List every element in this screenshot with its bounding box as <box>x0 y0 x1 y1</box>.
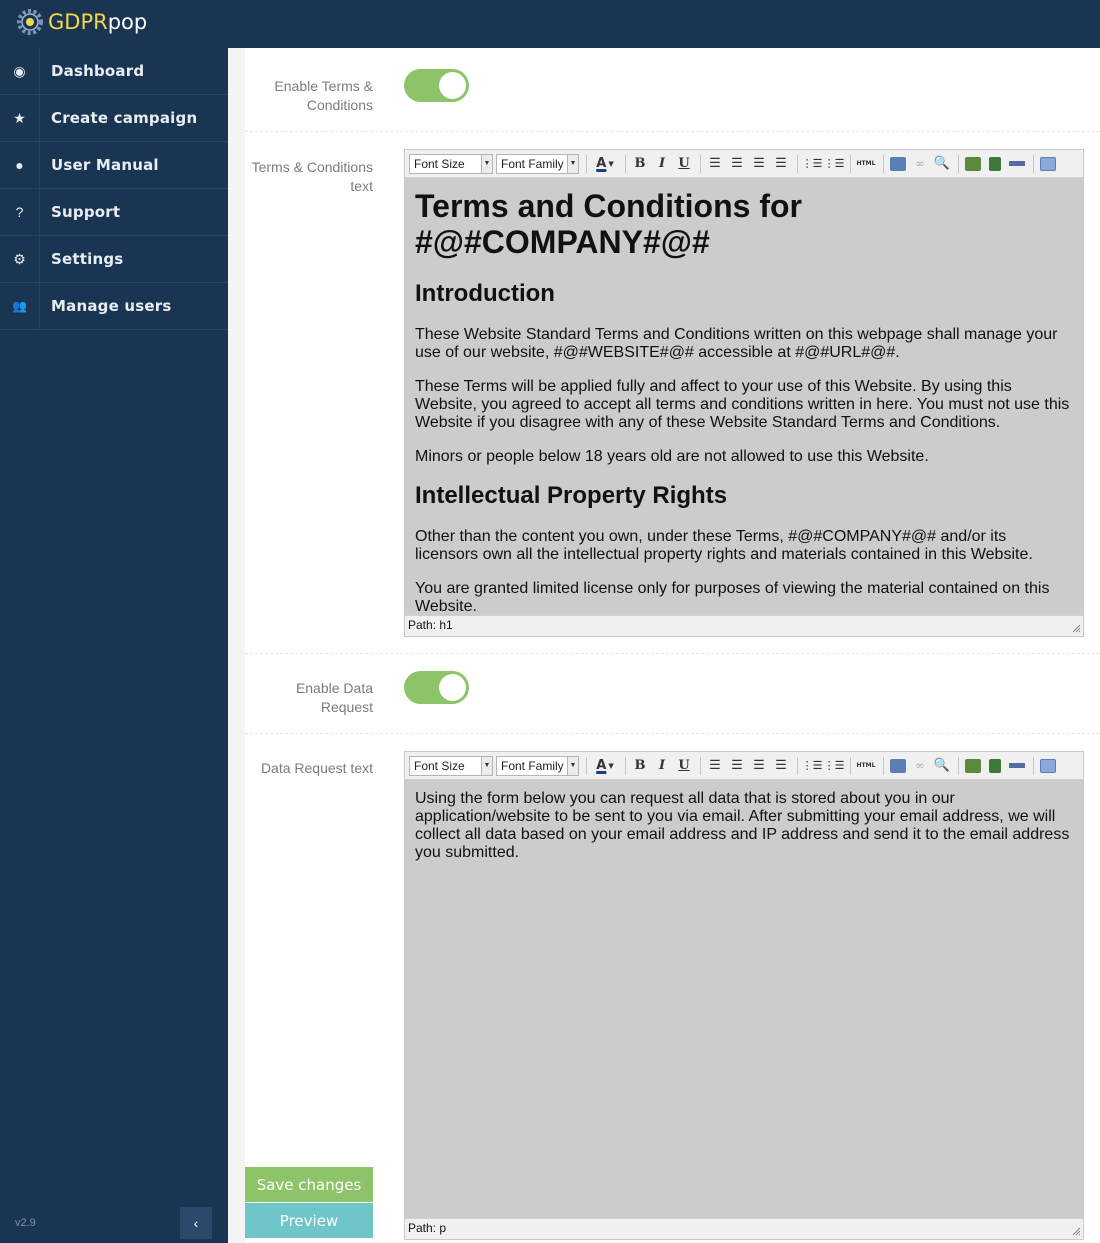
sidebar-collapse-button[interactable] <box>180 1207 212 1239</box>
bullet-list-button[interactable] <box>802 756 822 776</box>
dropdown-arrow-icon: ▼ <box>608 761 614 770</box>
sidebar-item-label: Settings <box>51 250 124 268</box>
sidebar-item-manage-users[interactable] <box>0 283 228 330</box>
divider <box>245 653 1100 654</box>
dashboard-icon: ◉ <box>0 48 40 95</box>
toolbar-separator <box>625 757 626 775</box>
users-icon: 👥 <box>0 283 40 330</box>
toolbar-separator <box>1033 757 1034 775</box>
numbered-list-icon: ⋮☰ <box>823 759 845 772</box>
dropdown-arrow-icon: ▼ <box>567 757 578 775</box>
introduction-heading: Introduction <box>415 280 555 307</box>
italic-button[interactable] <box>652 756 672 776</box>
sidebar-item-user-manual[interactable] <box>0 142 228 189</box>
star-icon: ★ <box>0 95 40 142</box>
html-icon: HTML <box>856 160 876 167</box>
align-left-icon: ☰ <box>709 156 721 171</box>
toolbar-separator <box>1033 155 1034 173</box>
bold-icon: B <box>634 156 646 171</box>
find-replace-button[interactable] <box>932 154 952 174</box>
font-family-label: Font Family <box>501 156 564 171</box>
divider <box>245 733 1100 734</box>
sidebar-item-create-campaign[interactable] <box>0 95 228 142</box>
editor-path: Path: h1 <box>408 618 453 632</box>
version-label: v2.9 <box>15 1217 36 1229</box>
align-justify-icon: ☰ <box>775 758 787 773</box>
align-left-button[interactable] <box>705 154 725 174</box>
sidebar-item-settings[interactable] <box>0 236 228 283</box>
find-replace-button[interactable] <box>932 756 952 776</box>
terms-paragraph-3: Minors or people below 18 years old are not allowed to use this Website. <box>415 448 929 465</box>
horizontal-rule-icon <box>1009 763 1025 768</box>
terms-paragraph-2: These Terms will be applied fully and affect to your use of this Website. By using this Website, you agreed to accept all terms and conditions written in here. You must not use this Website if you disagree with any of these Website Standard Terms and Conditions. <box>415 378 1070 431</box>
font-family-select[interactable] <box>496 154 579 174</box>
editor-status-bar <box>405 1218 1083 1238</box>
ip-rights-heading: Intellectual Property Rights <box>415 482 728 509</box>
align-justify-icon: ☰ <box>775 156 787 171</box>
sidebar-item-label: Create campaign <box>51 109 198 127</box>
bullet-list-button[interactable] <box>802 154 822 174</box>
toolbar-separator <box>958 155 959 173</box>
resize-grip-icon[interactable] <box>1071 1226 1081 1236</box>
toolbar-separator <box>883 155 884 173</box>
terms-editor-content[interactable] <box>405 178 1083 615</box>
sidebar-item-support[interactable] <box>0 189 228 236</box>
align-center-button[interactable] <box>727 756 747 776</box>
align-center-button[interactable] <box>727 154 747 174</box>
sidebar-item-label: Dashboard <box>51 62 145 80</box>
dropdown-arrow-icon: ▼ <box>481 757 492 775</box>
terms-paragraph-5: You are granted limited license only for purposes of viewing the material contained on this Website. <box>415 580 1050 615</box>
underline-button[interactable] <box>674 154 694 174</box>
align-justify-button[interactable] <box>771 154 791 174</box>
globe-icon: ● <box>0 142 40 189</box>
dropdown-arrow-icon: ▼ <box>608 159 614 168</box>
fullscreen-icon <box>1040 759 1056 773</box>
bold-button[interactable] <box>630 154 650 174</box>
save-changes-button[interactable]: Save changes <box>245 1167 373 1202</box>
toggle-knob <box>439 674 466 701</box>
sidebar <box>0 48 228 1243</box>
paste-word-button[interactable] <box>888 154 908 174</box>
sidebar-item-dashboard[interactable] <box>0 48 228 95</box>
sidebar-item-label: User Manual <box>51 156 159 174</box>
bold-icon: B <box>634 758 646 773</box>
chevron-left-icon: ‹ <box>193 1215 199 1231</box>
insert-media-button[interactable] <box>985 756 1005 776</box>
image-icon <box>965 157 981 171</box>
horizontal-rule-button[interactable] <box>1007 154 1027 174</box>
divider <box>245 131 1100 132</box>
fullscreen-button[interactable] <box>1038 154 1058 174</box>
toolbar-separator <box>850 155 851 173</box>
link-icon: ∞ <box>915 157 925 170</box>
link-button[interactable] <box>910 154 930 174</box>
underline-icon: U <box>678 758 690 773</box>
editor-path: Path: p <box>408 1221 447 1235</box>
toolbar-separator <box>586 155 587 173</box>
data-request-editor-content[interactable] <box>405 780 1083 1218</box>
gears-icon: ⚙ <box>0 236 40 283</box>
preview-button[interactable]: Preview <box>245 1203 373 1238</box>
align-left-icon: ☰ <box>709 758 721 773</box>
logo-text-pop: pop <box>107 10 148 34</box>
insert-image-button[interactable] <box>963 756 983 776</box>
align-right-button[interactable] <box>749 154 769 174</box>
font-family-select[interactable] <box>496 756 579 776</box>
html-button[interactable] <box>855 756 877 776</box>
font-size-select[interactable] <box>409 154 493 174</box>
logo-text-gdpr: GDPR <box>48 10 108 34</box>
underline-icon: U <box>678 156 690 171</box>
font-size-select[interactable] <box>409 756 493 776</box>
terms-heading: Terms and Conditions for #@#COMPANY#@# <box>415 188 802 260</box>
settings-panel <box>245 48 1100 1243</box>
terms-editor <box>404 149 1084 637</box>
bullet-list-icon: ⋮☰ <box>801 759 823 772</box>
link-button[interactable] <box>910 756 930 776</box>
terms-paragraph-1: These Website Standard Terms and Conditions written on this webpage shall manage your use of our website, #@#WEBSITE#@# accessible at #@#URL#@#. <box>415 326 1058 361</box>
align-center-icon: ☰ <box>731 156 743 171</box>
resize-grip-icon[interactable] <box>1071 623 1081 633</box>
enable-data-request-label: Enable Data Request <box>295 680 373 715</box>
dropdown-arrow-icon: ▼ <box>481 155 492 173</box>
toolbar-separator <box>797 155 798 173</box>
fullscreen-icon <box>1040 157 1056 171</box>
question-icon: ? <box>0 189 40 236</box>
toolbar-separator <box>850 757 851 775</box>
link-icon: ∞ <box>915 759 925 772</box>
toolbar-separator <box>797 757 798 775</box>
data-request-text-label: Data Request text <box>260 760 373 776</box>
film-icon <box>989 157 1001 171</box>
insert-image-button[interactable] <box>963 154 983 174</box>
paste-word-icon <box>890 157 906 171</box>
terms-paragraph-4: Other than the content you own, under these Terms, #@#COMPANY#@# and/or its licensors own all the intellectual property rights and materials contained in this Website. <box>415 528 1033 563</box>
font-color-icon: A <box>596 156 607 171</box>
bullet-list-icon: ⋮☰ <box>801 157 823 170</box>
toggle-knob <box>439 72 466 99</box>
paste-word-icon <box>890 759 906 773</box>
align-right-icon: ☰ <box>753 156 765 171</box>
sidebar-item-label: Support <box>51 203 121 221</box>
enable-data-request-toggle[interactable] <box>404 671 469 704</box>
html-button[interactable] <box>855 154 877 174</box>
italic-icon: I <box>658 156 666 171</box>
magnifier-icon: 🔍 <box>933 156 951 171</box>
horizontal-rule-button[interactable] <box>1007 756 1027 776</box>
bold-button[interactable] <box>630 756 650 776</box>
paste-word-button[interactable] <box>888 756 908 776</box>
underline-button[interactable] <box>674 756 694 776</box>
font-color-button[interactable] <box>591 154 619 174</box>
magnifier-icon: 🔍 <box>933 758 951 773</box>
font-color-button[interactable] <box>591 756 619 776</box>
italic-icon: I <box>658 758 666 773</box>
toolbar-separator <box>883 757 884 775</box>
data-request-paragraph: Using the form below you can request all data that is stored about you in our application/website to be sent to you via email. After submitting your email address, we will collect all data based on your email address and IP address and send it to the email address you submitted. <box>415 790 1070 861</box>
html-icon: HTML <box>856 762 876 769</box>
align-right-icon: ☰ <box>753 758 765 773</box>
dropdown-arrow-icon: ▼ <box>567 155 578 173</box>
film-icon <box>989 759 1001 773</box>
editor-toolbar <box>405 150 1083 178</box>
top-bar <box>0 0 1100 48</box>
numbered-list-icon: ⋮☰ <box>823 157 845 170</box>
align-left-button[interactable] <box>705 756 725 776</box>
font-size-label: Font Size <box>414 156 465 171</box>
editor-status-bar <box>405 615 1083 635</box>
numbered-list-button[interactable] <box>824 756 844 776</box>
font-size-label: Font Size <box>414 758 465 773</box>
align-center-icon: ☰ <box>731 758 743 773</box>
align-justify-button[interactable] <box>771 756 791 776</box>
sidebar-item-label: Manage users <box>51 297 172 315</box>
font-color-icon: A <box>596 758 607 773</box>
toolbar-separator <box>586 757 587 775</box>
fullscreen-button[interactable] <box>1038 756 1058 776</box>
main-content <box>228 48 1100 1243</box>
enable-terms-toggle[interactable] <box>404 69 469 102</box>
align-right-button[interactable] <box>749 756 769 776</box>
enable-terms-label: Enable Terms & Conditions <box>274 78 373 113</box>
toolbar-separator <box>958 757 959 775</box>
data-request-editor <box>404 751 1084 1240</box>
insert-media-button[interactable] <box>985 154 1005 174</box>
app-logo[interactable] <box>16 7 147 37</box>
editor-toolbar <box>405 752 1083 780</box>
toolbar-separator <box>700 155 701 173</box>
italic-button[interactable] <box>652 154 672 174</box>
horizontal-rule-icon <box>1009 161 1025 166</box>
toolbar-separator <box>625 155 626 173</box>
terms-text-label: Terms & Conditions text <box>251 159 373 194</box>
image-icon <box>965 759 981 773</box>
gear-logo-icon <box>16 8 44 36</box>
numbered-list-button[interactable] <box>824 154 844 174</box>
toolbar-separator <box>700 757 701 775</box>
font-family-label: Font Family <box>501 758 564 773</box>
